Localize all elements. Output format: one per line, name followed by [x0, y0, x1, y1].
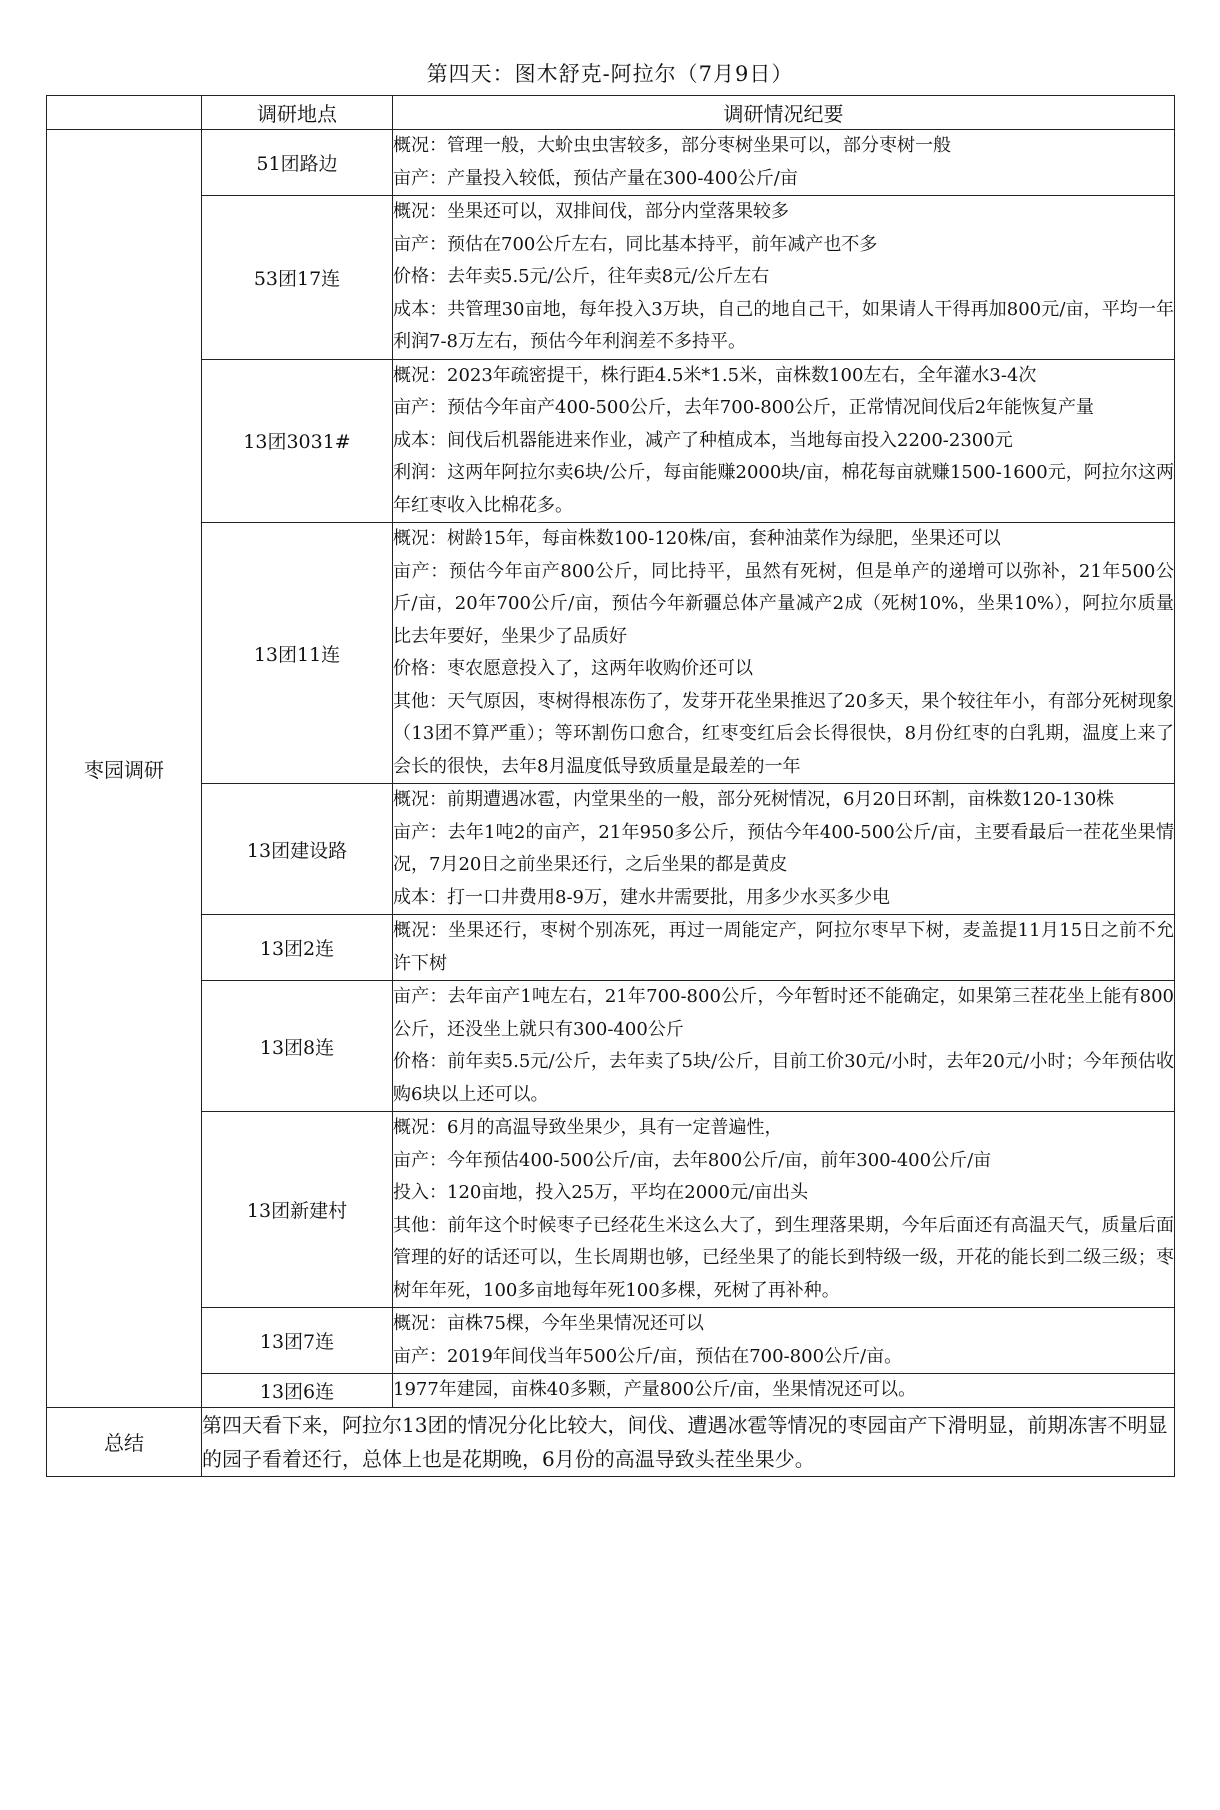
location-cell: 13团7连	[202, 1308, 393, 1374]
location-cell: 51团路边	[202, 130, 393, 196]
location-cell: 13团8连	[202, 981, 393, 1112]
table-row	[47, 130, 1175, 196]
note-line: 亩产：去年亩产1吨左右，21年700-800公斤，今年暂时还不能确定，如果第三茬花坐上能有800公斤，还没坐上就只有300-400公斤	[393, 986, 1174, 1040]
note-line: 概况：亩株75棵，今年坐果情况还可以	[393, 1313, 704, 1334]
notes-cell	[393, 1308, 1175, 1374]
table-row	[47, 196, 1175, 360]
notes-cell	[393, 981, 1175, 1112]
note-line: 亩产：预估在700公斤左右，同比基本持平，前年减产也不多	[393, 233, 878, 255]
note-line: 投入：120亩地，投入25万，平均在2000元/亩出头	[393, 1182, 809, 1203]
table-row	[47, 784, 1175, 915]
page-title: 第四天：图木舒克-阿拉尔（7月9日）	[426, 62, 794, 86]
note-line: 亩产：2019年间伐当年500公斤/亩，预估在700-800公斤/亩。	[393, 1345, 903, 1367]
survey-table	[46, 95, 1175, 1477]
note-line: 亩产：今年预估400-500公斤/亩，去年800公斤/亩，前年300-400公斤/亩	[393, 1149, 992, 1171]
summary-row	[47, 1407, 1175, 1476]
header-blank-cell	[47, 96, 202, 130]
note-line: 其他：前年这个时候枣子已经花生米这么大了，到生理落果期，今年后面还有高温天气，质量后面管理的好的话还可以，生长周期也够，已经坐果了的能长到特级一级，开花的能长到二级三级；枣树年年死，100多亩地每年死100多棵，死树了再补种。	[393, 1214, 1174, 1301]
note-line: 概况：树龄15年，每亩株数100-120株/亩，套种油菜作为绿肥，坐果还可以	[393, 528, 1001, 549]
note-line: 亩产：去年1吨2的亩产，21年950多公斤，预估今年400-500公斤/亩，主要看最后一茬花坐果情况，7月20日之前坐果还行，之后坐果的都是黄皮	[393, 821, 1174, 875]
notes-cell	[393, 1374, 1175, 1408]
notes-cell	[393, 359, 1175, 523]
note-line: 概况：管理一般，大蚧虫虫害较多，部分枣树坐果可以，部分枣树一般	[393, 135, 951, 156]
note-line: 成本：共管理30亩地，每年投入3万块，自己的地自己干，如果请人干得再加800元/亩，平均一年利润7-8万左右，预估今年利润差不多持平。	[393, 298, 1174, 352]
table-row	[47, 1112, 1175, 1308]
location-cell: 13团3031#	[202, 359, 393, 523]
note-line: 概况：坐果还行，枣树个别冻死，再过一周能定产，阿拉尔枣早下树，麦盖提11月15日之前不允许下树	[393, 920, 1174, 974]
header-notes: 调研情况纪要	[393, 96, 1175, 130]
note-line: 亩产：预估今年亩产800公斤，同比持平，虽然有死树，但是单产的递增可以弥补，21年500公斤/亩，20年700公斤/亩，预估今年新疆总体产量减产2成（死树10%，坐果10%），阿拉尔质量比去年要好，坐果少了品质好	[393, 560, 1174, 647]
summary-label: 总结	[47, 1407, 202, 1476]
notes-cell	[393, 1112, 1175, 1308]
note-line: 1977年建园，亩株40多颗，产量800公斤/亩，坐果情况还可以。	[393, 1379, 917, 1400]
table-row	[47, 981, 1175, 1112]
note-line: 成本：间伐后机器能进来作业，减产了种植成本，当地每亩投入2200-2300元	[393, 429, 1013, 451]
note-line: 价格：去年卖5.5元/公斤，往年卖8元/公斤左右	[393, 266, 770, 287]
note-line: 概况：前期遭遇冰雹，内堂果坐的一般，部分死树情况，6月20日环割，亩株数120-130株	[393, 789, 1115, 810]
header-location: 调研地点	[202, 96, 393, 130]
location-cell: 13团6连	[202, 1374, 393, 1408]
table-header-row	[47, 96, 1175, 130]
note-line: 亩产：预估今年亩产400-500公斤，去年700-800公斤，正常情况间伐后2年能恢复产量	[393, 397, 1095, 418]
note-line: 价格：前年卖5.5元/公斤，去年卖了5块/公斤，目前工价30元/小时，去年20元/小时；今年预估收购6块以上还可以。	[393, 1051, 1174, 1105]
table-row	[47, 915, 1175, 981]
notes-cell	[393, 915, 1175, 981]
table-row	[47, 523, 1175, 784]
table-row	[47, 359, 1175, 523]
location-cell: 13团2连	[202, 915, 393, 981]
note-line: 利润：这两年阿拉尔卖6块/公斤，每亩能赚2000块/亩，棉花每亩就赚1500-1600元，阿拉尔这两年红枣收入比棉花多。	[393, 462, 1174, 516]
section-label: 枣园调研	[47, 130, 202, 1408]
notes-cell	[393, 196, 1175, 360]
note-line: 概况：坐果还可以，双排间伐，部分内堂落果较多	[393, 201, 789, 222]
location-cell: 13团建设路	[202, 784, 393, 915]
note-line: 亩产：产量投入较低，预估产量在300-400公斤/亩	[393, 167, 798, 189]
note-line: 其他：天气原因，枣树得根冻伤了，发芽开花坐果推迟了20多天，果个较往年小，有部分死树现象（13团不算严重）；等环割伤口愈合，红枣变红后会长得很快，8月份红枣的白乳期，温度上来了会长的很快，去年8月温度低导致质量是最差的一年	[393, 690, 1174, 777]
location-cell: 53团17连	[202, 196, 393, 360]
location-cell: 13团11连	[202, 523, 393, 784]
summary-text: 第四天看下来，阿拉尔13团的情况分化比较大，间伐、遭遇冰雹等情况的枣园亩产下滑明显，前期冻害不明显的园子看着还行，总体上也是花期晚，6月份的高温导致头茬坐果少。	[202, 1407, 1175, 1476]
note-line: 概况：6月的高温导致坐果少，具有一定普遍性，	[393, 1117, 783, 1138]
notes-cell	[393, 523, 1175, 784]
notes-cell	[393, 784, 1175, 915]
note-line: 成本：打一口井费用8-9万，建水井需要批，用多少水买多少电	[393, 886, 890, 908]
note-line: 概况：2023年疏密提干，株行距4.5米*1.5米，亩株数100左右，全年灌水3-4次	[393, 364, 1037, 386]
table-row	[47, 1308, 1175, 1374]
note-line: 价格：枣农愿意投入了，这两年收购价还可以	[393, 658, 753, 679]
table-row	[47, 1374, 1175, 1408]
location-cell: 13团新建村	[202, 1112, 393, 1308]
notes-cell	[393, 130, 1175, 196]
